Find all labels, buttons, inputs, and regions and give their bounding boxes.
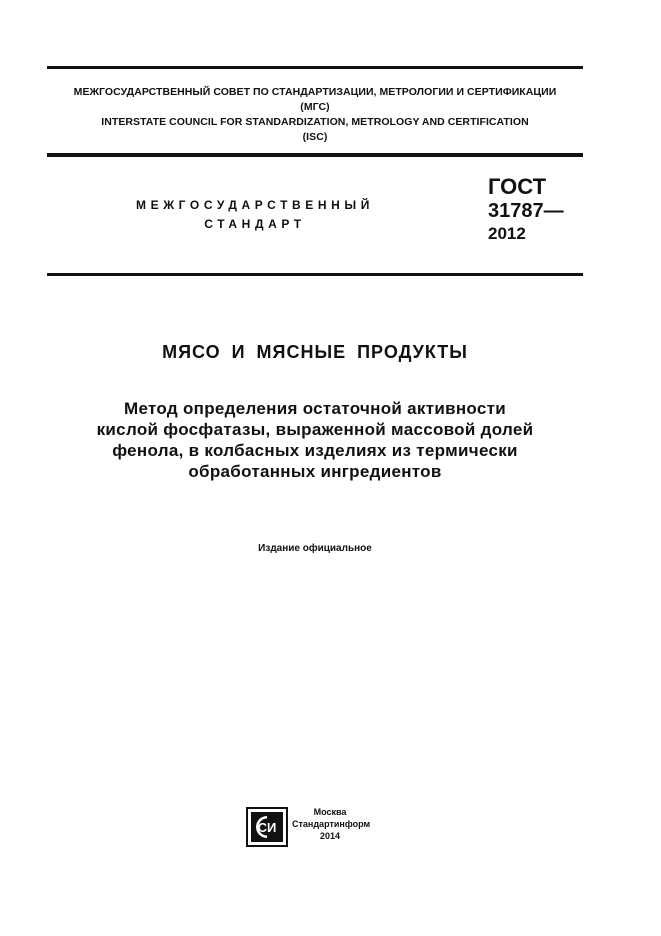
subtitle-line: Метод определения остаточной активности — [124, 399, 506, 418]
council-abbr-en: (ISC) — [302, 131, 328, 143]
header-divider — [47, 153, 583, 157]
edition-label: Издание официальное — [258, 543, 372, 554]
council-name-ru: МЕЖГОСУДАРСТВЕННЫЙ СОВЕТ ПО СТАНДАРТИЗАЦИИ, МЕТРОЛОГИИ И СЕРТИФИКАЦИИ — [73, 86, 557, 98]
council-header — [47, 85, 583, 145]
designation-divider — [47, 273, 583, 276]
subtitle-line: фенола, в колбасных изделиях из термически — [112, 441, 518, 460]
publisher-city: Москва — [313, 807, 347, 817]
logo-letters: СИ — [257, 820, 277, 835]
standartinform-logo-icon — [246, 807, 288, 847]
publisher-imprint — [292, 806, 371, 842]
top-rule — [47, 66, 583, 69]
gost-label: ГОСТ — [488, 174, 547, 199]
gost-number: 31787— — [488, 200, 564, 222]
document-subtitle — [60, 398, 570, 482]
standard-type-line1: МЕЖГОСУДАРСТВЕННЫЙ — [136, 198, 374, 212]
standard-type — [100, 196, 410, 234]
subtitle-line: кислой фосфатазы, выраженной массовой долей — [96, 420, 534, 439]
document-title: МЯСО И МЯСНЫЕ ПРОДУКТЫ — [162, 342, 468, 362]
gost-designation — [488, 175, 564, 245]
publisher-year: 2014 — [319, 831, 341, 841]
council-name-en: INTERSTATE COUNCIL FOR STANDARDIZATION, METROLOGY AND CERTIFICATION — [101, 116, 529, 128]
standard-type-line2: СТАНДАРТ — [204, 217, 306, 231]
gost-year: 2012 — [488, 224, 526, 243]
council-abbr-ru: (МГС) — [300, 101, 330, 113]
publisher-name: Стандартинформ — [292, 819, 371, 829]
subtitle-line: обработанных ингредиентов — [188, 462, 442, 481]
